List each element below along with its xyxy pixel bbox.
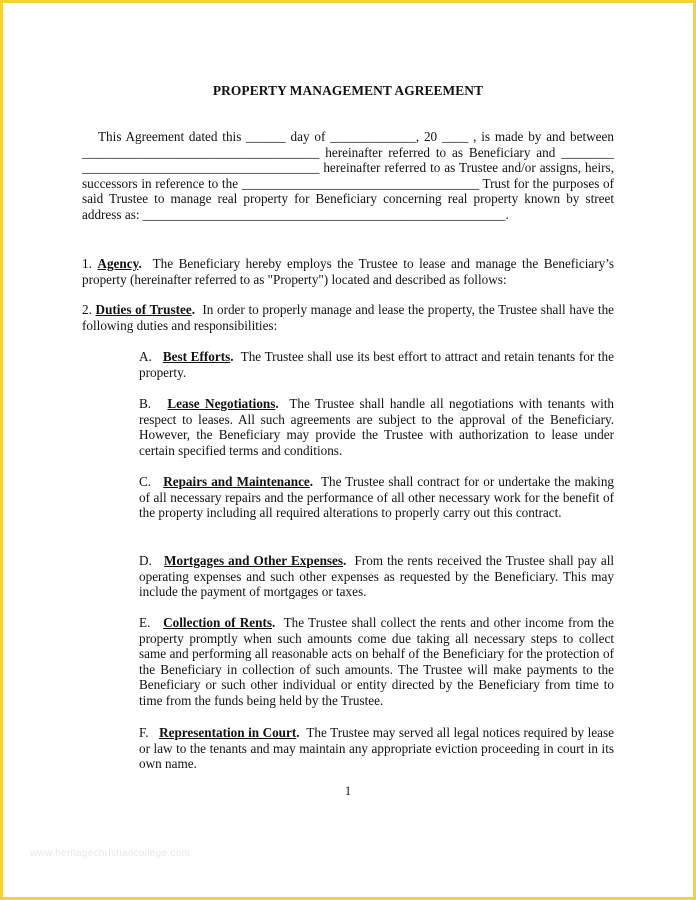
duty-heading-lease-negotiations: Lease Negotiations (167, 396, 276, 411)
duty-representation-in-court: F. Representation in Court. The Trustee may served all legal notices required by lease or law to the tenants and may maintain any appropriate eviction proceeding in court in its own name. (139, 725, 614, 772)
duty-letter: F. (139, 725, 149, 740)
section-number: 2. (82, 302, 92, 317)
duty-text-collection-of-rents: The Trustee shall collect the rents and other income from the property promptly when such amounts come due taking all necessary steps to collect same and performing all reasonable acts on behalf of the Beneficiary for the protection of the Beneficiary in collection of such amounts. The Trustee will make payments to the Beneficiary or such other individual or entity directed by the Beneficiary from time to time from the funds being held by the Trustee. (139, 615, 615, 708)
duty-heading-repairs-maintenance: Repairs and Maintenance (163, 474, 310, 489)
duty-text-repairs-maintenance: The Trustee shall contract for or undertake the making of all necessary repairs and the performance of all other necessary work for the benefit of the property including all required alterations to properly carry out this contract. (139, 474, 615, 521)
section-duties-of-trustee: 2. Duties of Trustee. In order to properly manage and lease the property, the Trustee shall have the following duties and responsibilities: (82, 302, 615, 333)
duty-heading-collection-of-rents: Collection of Rents (163, 615, 273, 630)
duty-letter: A. (139, 349, 152, 364)
document-title: PROPERTY MANAGEMENT AGREEMENT (212, 83, 484, 98)
duty-text-mortgages-expenses: From the rents received the Trustee shall pay all operating expenses and such other expenses as requested by the Beneficiary. This may include the payment of mortgages or taxes. (139, 553, 615, 600)
duty-mortgages-expenses: D. Mortgages and Other Expenses. From the rents received the Trustee shall pay all operating expenses and such other expenses as requested by the Beneficiary. This may include the payment of mortgages or taxes. (139, 553, 615, 600)
duty-heading-best-efforts: Best Efforts (162, 349, 231, 364)
page-number: 1 (344, 784, 352, 798)
duty-best-efforts: A. Best Efforts. The Trustee shall use its best effort to attract and retain tenants for the property. (139, 349, 615, 380)
intro-paragraph: This Agreement dated this ______ day of _____________, 20 ____ , is made by and between ____________________________________ hereinafter referred to as Beneficiary and ________ ____________________________________ hereinafter referred to as Trustee and/or assigns, heirs, successors in reference to the ____________________________________ Trust for the purposes of said Trustee to manage real property for Beneficiary concerning real property known by street address as: _______________________________________________________. (82, 129, 614, 222)
watermark-text: www.heritagechristiancollege.com (30, 848, 191, 859)
duty-text-lease-negotiations: The Trustee shall handle all negotiations with tenants with respect to leases. All such agreements are subject to the approval of the Beneficiary. However, the Beneficiary may provide the Trustee with authorization to lease under certain specified terms and conditions. (139, 396, 615, 458)
section-agency: 1. Agency. The Beneficiary hereby employs the Trustee to lease and manage the Beneficiary’s property (hereinafter referred to as "Property") located and described as follows: (82, 256, 614, 287)
section-heading-duties: Duties of Trustee (95, 302, 192, 317)
section-number: 1. (82, 256, 92, 271)
duty-repairs-maintenance: C. Repairs and Maintenance. The Trustee shall contract for or undertake the making of all necessary repairs and the performance of all other necessary work for the benefit of the property including all required alterations to properly carry out this contract. (139, 474, 615, 521)
duty-text-representation-in-court: The Trustee may served all legal notices required by lease or law to the tenants and may maintain any appropriate eviction proceeding in court in its own name. (139, 725, 614, 772)
duty-letter: E. (139, 615, 151, 630)
document-page (3, 3, 693, 897)
duty-heading-representation-in-court: Representation in Court (159, 725, 297, 740)
duty-lease-negotiations: B. Lease Negotiations. The Trustee shall handle all negotiations with tenants with respect to leases. All such agreements are subject to the approval of the Beneficiary. However, the Beneficiary may provide the Trustee with authorization to lease under certain specified terms and conditions. (139, 396, 615, 458)
duty-text-best-efforts: The Trustee shall use its best effort to attract and retain tenants for the property. (139, 349, 615, 380)
duty-letter: D. (139, 553, 152, 568)
section-text-duties: In order to properly manage and lease the property, the Trustee shall have the following duties and responsibilities: (82, 302, 615, 333)
duty-collection-of-rents: E. Collection of Rents. The Trustee shall collect the rents and other income from the property promptly when such amounts come due taking all necessary steps to collect same and performing all reasonable acts on behalf of the Beneficiary for the protection of the Beneficiary in collection of such amounts. The Trustee will make payments to the Beneficiary or such other individual or entity directed by the Beneficiary from time to time from the funds being held by the Trustee. (139, 615, 615, 708)
duty-letter: B. (139, 396, 152, 411)
duty-heading-mortgages-expenses: Mortgages and Other Expenses (164, 553, 344, 568)
section-text-agency: The Beneficiary hereby employs the Trustee to lease and manage the Beneficiary’s property (hereinafter referred to as "Property") located and described as follows: (82, 256, 614, 287)
duty-letter: C. (139, 474, 152, 489)
section-heading-agency: Agency (97, 256, 139, 271)
